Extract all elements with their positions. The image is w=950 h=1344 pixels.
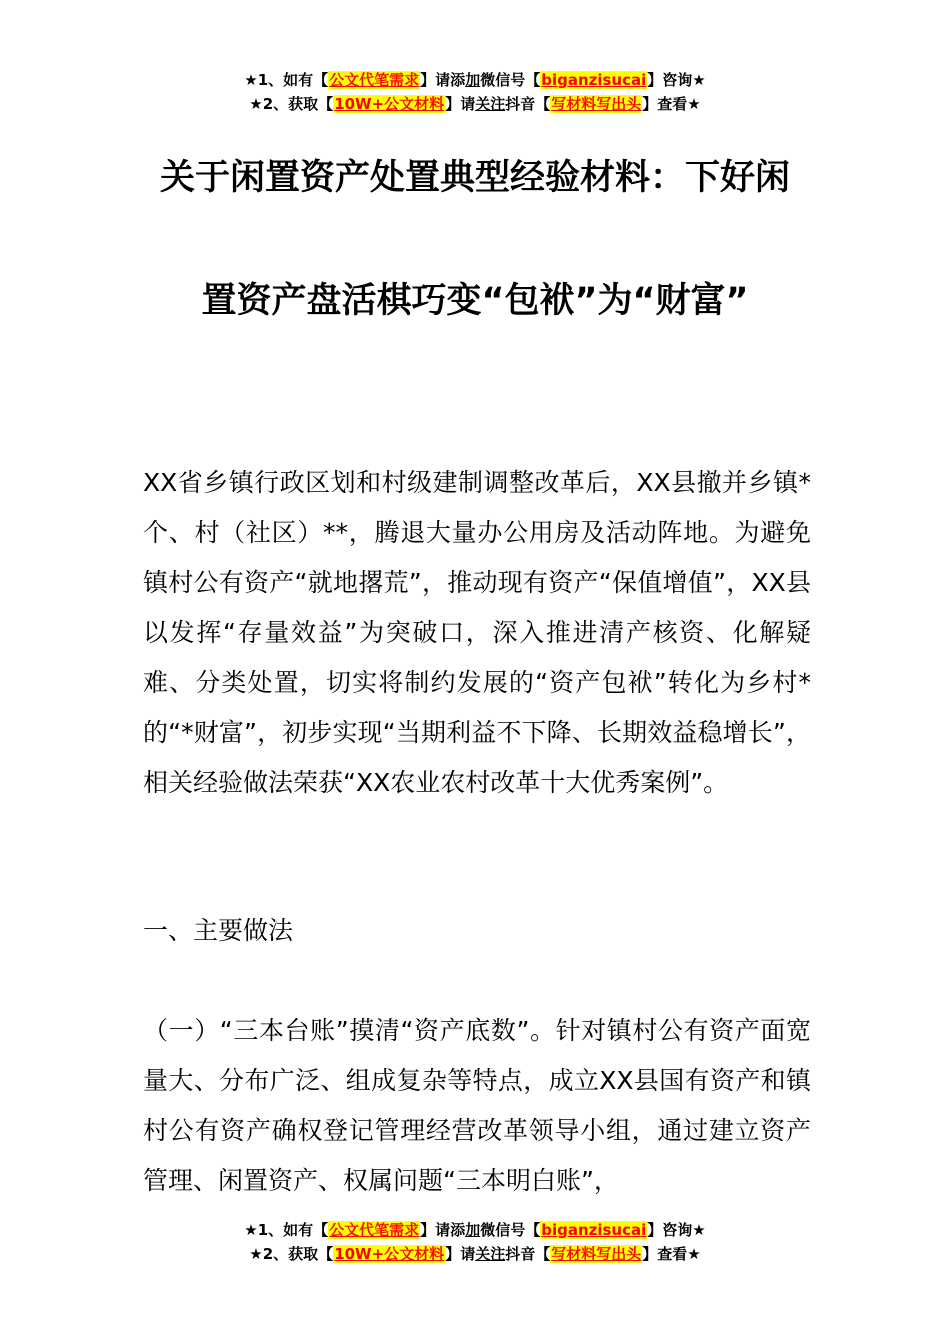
intro-paragraph	[143, 458, 811, 808]
section-heading	[143, 906, 811, 956]
promo-line-2	[0, 92, 950, 116]
promo-text: 】咨询★	[647, 71, 706, 89]
promo-underlined: 加	[465, 71, 481, 89]
promo-text: 】请	[445, 1245, 476, 1263]
promo-line-1	[0, 1218, 950, 1242]
header-promo-banner	[0, 68, 950, 116]
promo-text: 】咨询★	[647, 1221, 706, 1239]
promo-text: ★1、如有【	[244, 1221, 329, 1239]
promo-line-2	[0, 1242, 950, 1266]
promo-highlight: 10W+公文材料	[334, 1245, 445, 1263]
promo-text: 】请	[445, 95, 476, 113]
promo-wechat-id: biganzisucai	[541, 71, 647, 89]
promo-text: 微信号【	[480, 71, 541, 89]
promo-highlight: 10W+公文材料	[334, 95, 445, 113]
promo-text: ★1、如有【	[244, 71, 329, 89]
method-paragraph	[143, 1006, 811, 1206]
promo-highlight: 公文代笔需求	[329, 1221, 420, 1239]
promo-douyin-id: 写材料写出头	[551, 95, 642, 113]
promo-text: 】查看★	[642, 1245, 701, 1263]
promo-text: ★2、获取【	[249, 1245, 334, 1263]
promo-underlined: 关注	[475, 95, 506, 113]
promo-highlight: 公文代笔需求	[329, 71, 420, 89]
promo-text: ★2、获取【	[249, 95, 334, 113]
promo-text: 抖音【	[505, 95, 551, 113]
document-title-line-2: 置资产盘活棋巧变“包袱”为“财富”	[201, 281, 749, 321]
paragraph-text: （一）“三本台账”摸清“资产底数”。针对镇村公有资产面宽量大、分布广泛、组成复杂等特点，成立XX县国有资产和镇村公有资产确权登记管理经营改革领导小组，通过建立资产管理、闲置资产、权属问题“三本明白账”，	[143, 1016, 811, 1195]
document-title-line-1: 关于闲置资产处置典型经验材料：下好闲	[159, 158, 790, 198]
promo-text: 】请添	[420, 1221, 466, 1239]
footer-promo-banner	[0, 1218, 950, 1266]
promo-underlined: 关注	[475, 1245, 506, 1263]
promo-douyin-id: 写材料写出头	[551, 1245, 642, 1263]
promo-underlined: 加	[465, 1221, 481, 1239]
promo-wechat-id: biganzisucai	[541, 1221, 647, 1239]
promo-text: 】查看★	[642, 95, 701, 113]
promo-text: 抖音【	[505, 1245, 551, 1263]
promo-text: 】请添	[420, 71, 466, 89]
section-heading-text: 一、主要做法	[143, 916, 294, 945]
paragraph-text: XX省乡镇行政区划和村级建制调整改革后，XX县撤并乡镇*个、村（社区）**，腾退大量办公用房及活动阵地。为避免镇村公有资产“就地撂荒”，推动现有资产“保值增值”，XX县以发挥“存量效益”为突破口，深入推进清产核资、化解疑难、分类处置，切实将制约发展的“资产包袱”转化为乡村*的“*财富”，初步实现“当期利益不下降、长期效益稳增长”，相关经验做法荣获“XX农业农村改革十大优秀案例”。	[143, 468, 811, 797]
promo-line-1	[0, 68, 950, 92]
promo-text: 微信号【	[480, 1221, 541, 1239]
